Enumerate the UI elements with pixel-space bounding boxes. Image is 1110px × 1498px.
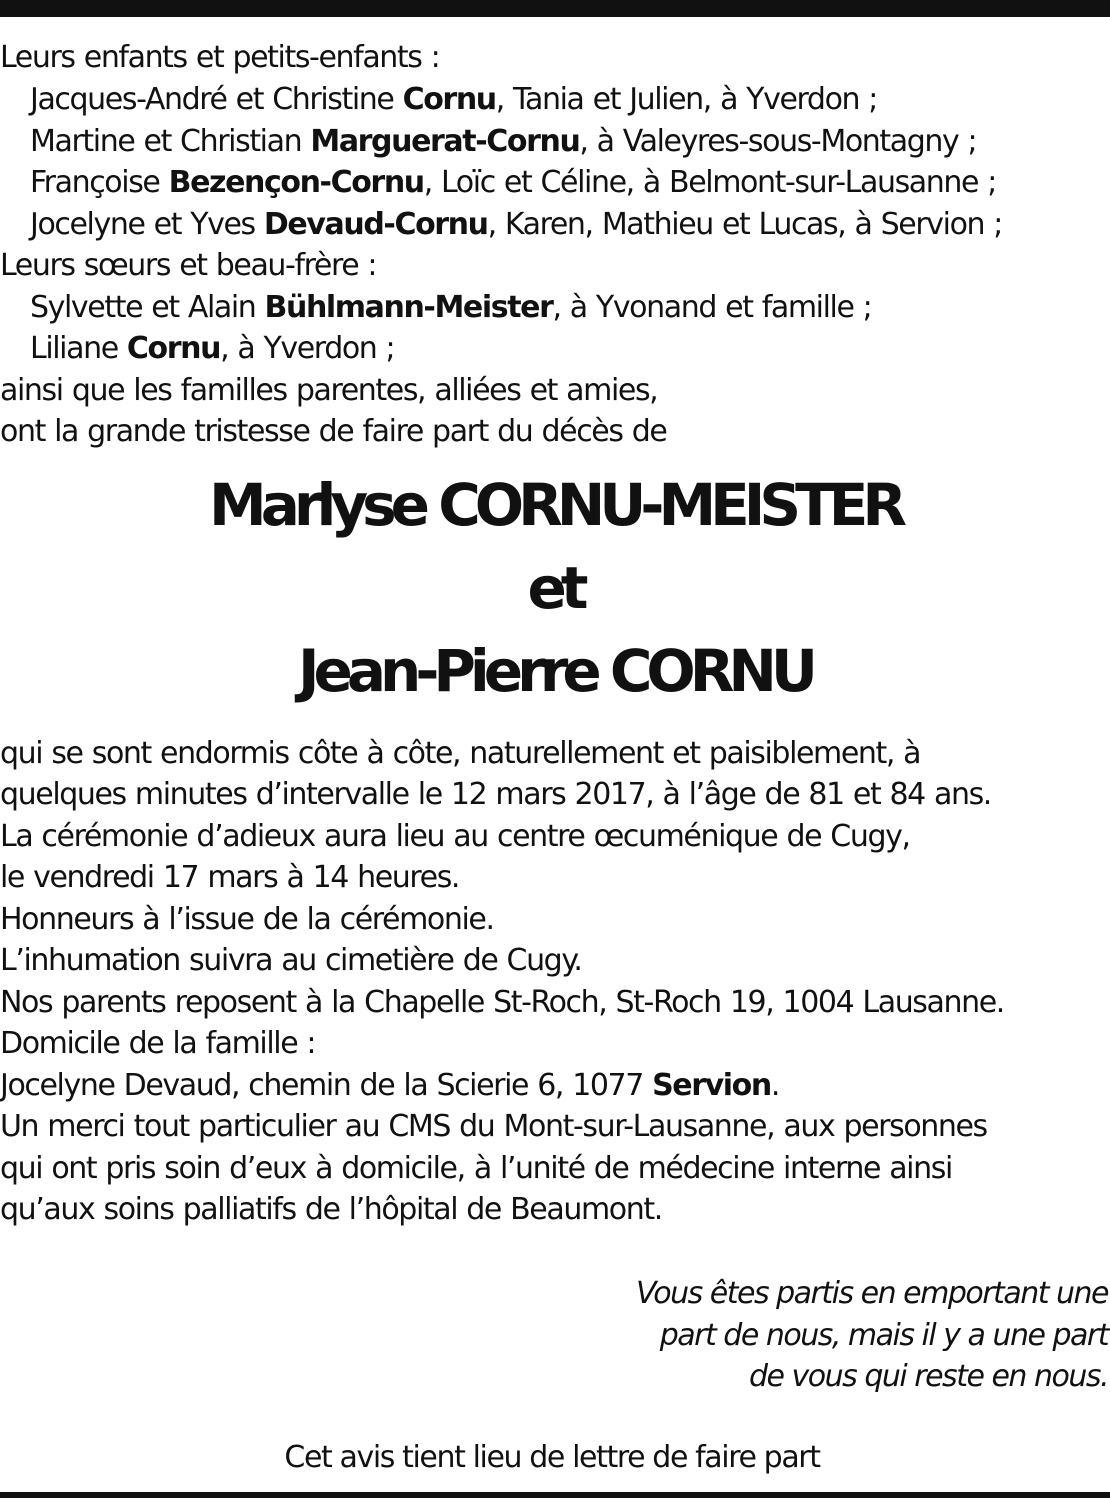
child-line: Martine et Christian Marguerat-Cornu, à Valeyres-sous-Montagny ; [30, 124, 977, 159]
sibling-line: Sylvette et Alain Bühlmann-Meister, à Yvonand et famille ; [30, 290, 872, 325]
body-line: quelques minutes d’intervalle le 12 mars 2017, à l’âge de 81 et 84 ans. [0, 777, 991, 812]
body-line: L’inhumation suivra au cimetière de Cugy. [0, 943, 582, 978]
quote-line: Vous êtes partis en emportant une [635, 1276, 1108, 1311]
body-line: Domicile de la famille : [0, 1026, 316, 1061]
deceased-conjunction: et [527, 554, 583, 622]
announcement-line: ont la grande tristesse de faire part du décès de [0, 414, 667, 449]
top-border-rule [0, 0, 1110, 17]
bottom-border-rule [0, 1492, 1110, 1498]
child-line: Françoise Bezençon-Cornu, Loïc et Céline, à Belmont-sur-Lausanne ; [30, 165, 996, 200]
body-line: Nos parents reposent à la Chapelle St-Roch, St-Roch 19, 1004 Lausanne. [0, 985, 1004, 1020]
thanks-line: qu’aux soins palliatifs de l’hôpital de Beaumont. [0, 1192, 662, 1227]
sibling-line: Liliane Cornu, à Yverdon ; [30, 331, 395, 366]
surname: Marguerat-Cornu [310, 124, 580, 159]
surname: Devaud-Cornu [263, 207, 488, 242]
body-line: qui se sont endormis côte à côte, naturellement et paisiblement, à [0, 736, 921, 771]
quote-line: de vous qui reste en nous. [749, 1359, 1108, 1394]
quote-line: part de nous, mais il y a une part [659, 1318, 1108, 1353]
surname: Cornu [402, 82, 496, 117]
surname: Bezençon-Cornu [168, 165, 424, 200]
body-line: La cérémonie d’adieux aura lieu au centre œcuménique de Cugy, [0, 819, 910, 854]
body-line: le vendredi 17 mars à 14 heures. [0, 860, 460, 895]
deceased-name-2: Jean-Pierre CORNU [297, 637, 813, 705]
surname: Bühlmann-Meister [264, 290, 553, 325]
children-heading: Leurs enfants et petits-enfants : [0, 40, 440, 75]
domicile-town: Servion [652, 1068, 771, 1103]
deceased-name-1: Marlyse CORNU-MEISTER [209, 471, 901, 539]
child-line: Jocelyne et Yves Devaud-Cornu, Karen, Mathieu et Lucas, à Servion ; [30, 207, 1002, 242]
surname: Cornu [126, 331, 221, 366]
relatives-line: ainsi que les familles parentes, alliées et amies, [0, 373, 658, 408]
child-line: Jacques-André et Christine Cornu, Tania et Julien, à Yverdon ; [30, 82, 877, 117]
domicile-address: Jocelyne Devaud, chemin de la Scierie 6, 1077 Servion. [0, 1068, 779, 1103]
thanks-line: qui ont pris soin d’eux à domicile, à l’unité de médecine interne ainsi [0, 1151, 952, 1186]
body-line: Honneurs à l’issue de la cérémonie. [0, 902, 494, 937]
thanks-line: Un merci tout particulier au CMS du Mont-sur-Lausanne, aux personnes [0, 1109, 987, 1144]
footer-note: Cet avis tient lieu de lettre de faire part [284, 1440, 820, 1475]
siblings-heading: Leurs sœurs et beau-frère : [0, 248, 377, 283]
